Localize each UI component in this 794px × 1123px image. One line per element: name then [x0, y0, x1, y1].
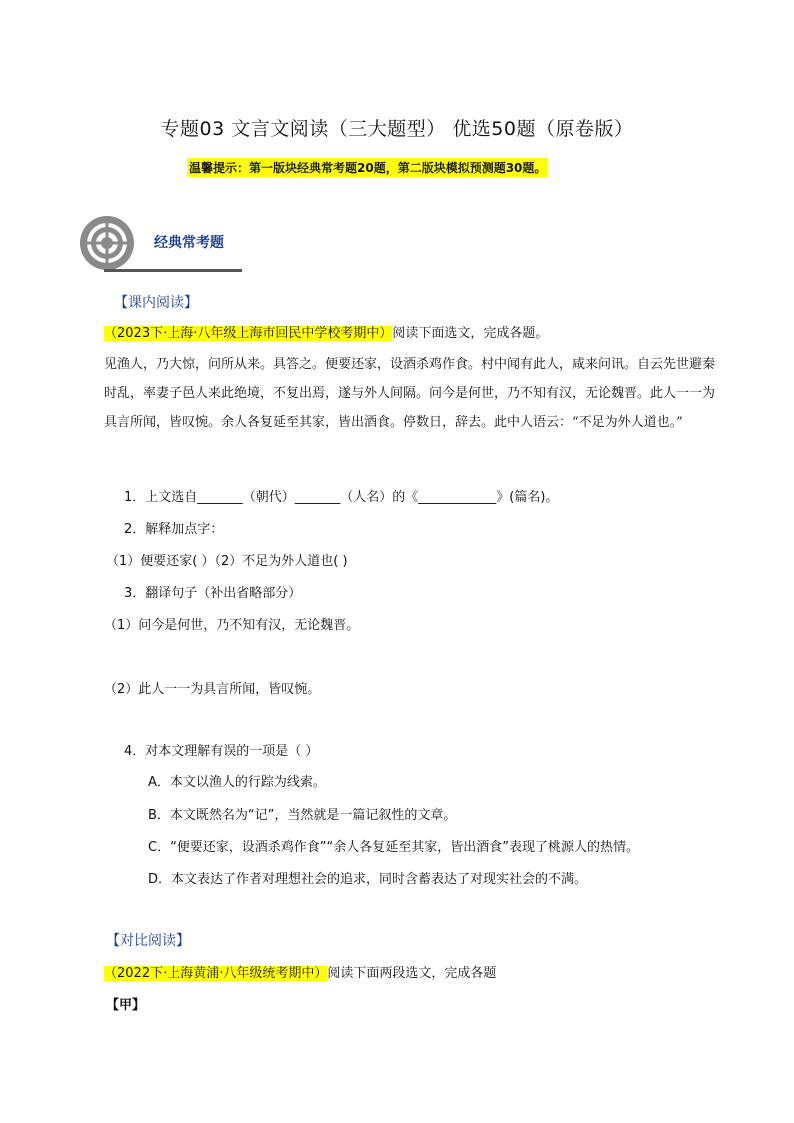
- question-3-item-2: （2）此人一一为具言所闻，皆叹惋。: [104, 682, 321, 697]
- option-c: C．“便要还家，设酒杀鸡作食”“余人各复延至其家，皆出酒食”表现了桃源人的热情。: [148, 840, 640, 855]
- classical-passage: 见渔人，乃大惊，问所从来。具答之。便要还家，设酒杀鸡作食。村中闻有此人，咸来问讯。自云先世避秦时乱，率妻子邑人来此绝境，不复出焉，遂与外人间隔。问今是何世，乃不知有汉，无论魏晋。此人一一为具言所闻，皆叹惋。余人各复延至其家，皆出酒食。停数日，辞去。此中人语云：“不足为外人道也。”: [104, 357, 716, 430]
- question-3-item-1: （1）问今是何世，乃不知有汉，无论魏晋。: [104, 618, 360, 633]
- tip-banner: 温馨提示：第一版块经典常考题20题，第二版块模拟预测题30题。: [187, 158, 548, 177]
- page-title: 专题03 文言文阅读（三大题型） 优选50题（原卷版）: [160, 118, 634, 140]
- option-a: A．本文以渔人的行踪为线索。: [148, 775, 326, 790]
- passage-jia-label: 【甲】: [106, 998, 146, 1013]
- source-instruction: 阅读下面选文，完成各题。: [392, 326, 549, 341]
- target-icon: [78, 214, 136, 272]
- question-2-items: （1）便要还家( ）（2）不足为外人道也( ): [106, 554, 348, 569]
- source-tag-2: （2022下·上海黄浦·八年级统考期中）: [104, 966, 328, 981]
- question-2: 2．解释加点字：: [124, 522, 224, 537]
- question-source-2: [104, 962, 496, 981]
- source-tag: （2023下·上海·八年级上海市回民中学校考期中）: [104, 326, 393, 341]
- question-1: 1．上文选自_______（朝代）_______（人名）的《____________》(篇名)。: [124, 490, 559, 505]
- sub-heading-comparison: 【对比阅读】: [106, 933, 190, 949]
- option-b: B．本文既然名为“记”，当然就是一篇记叙性的文章。: [148, 808, 457, 823]
- question-source: [104, 322, 548, 341]
- question-4: 4．对本文理解有误的一项是（ ）: [124, 744, 319, 759]
- section-underline: [104, 269, 242, 272]
- section-label: 经典常考题: [154, 235, 224, 251]
- option-d: D．本文表达了作者对理想社会的追求，同时含蓄表达了对现实社会的不满。: [148, 872, 588, 887]
- sub-heading-in-class: 【课内阅读】: [114, 295, 198, 311]
- question-3: 3．翻译句子（补出省略部分）: [124, 586, 302, 601]
- source-instruction-2: 阅读下面两段选文，完成各题: [327, 966, 497, 981]
